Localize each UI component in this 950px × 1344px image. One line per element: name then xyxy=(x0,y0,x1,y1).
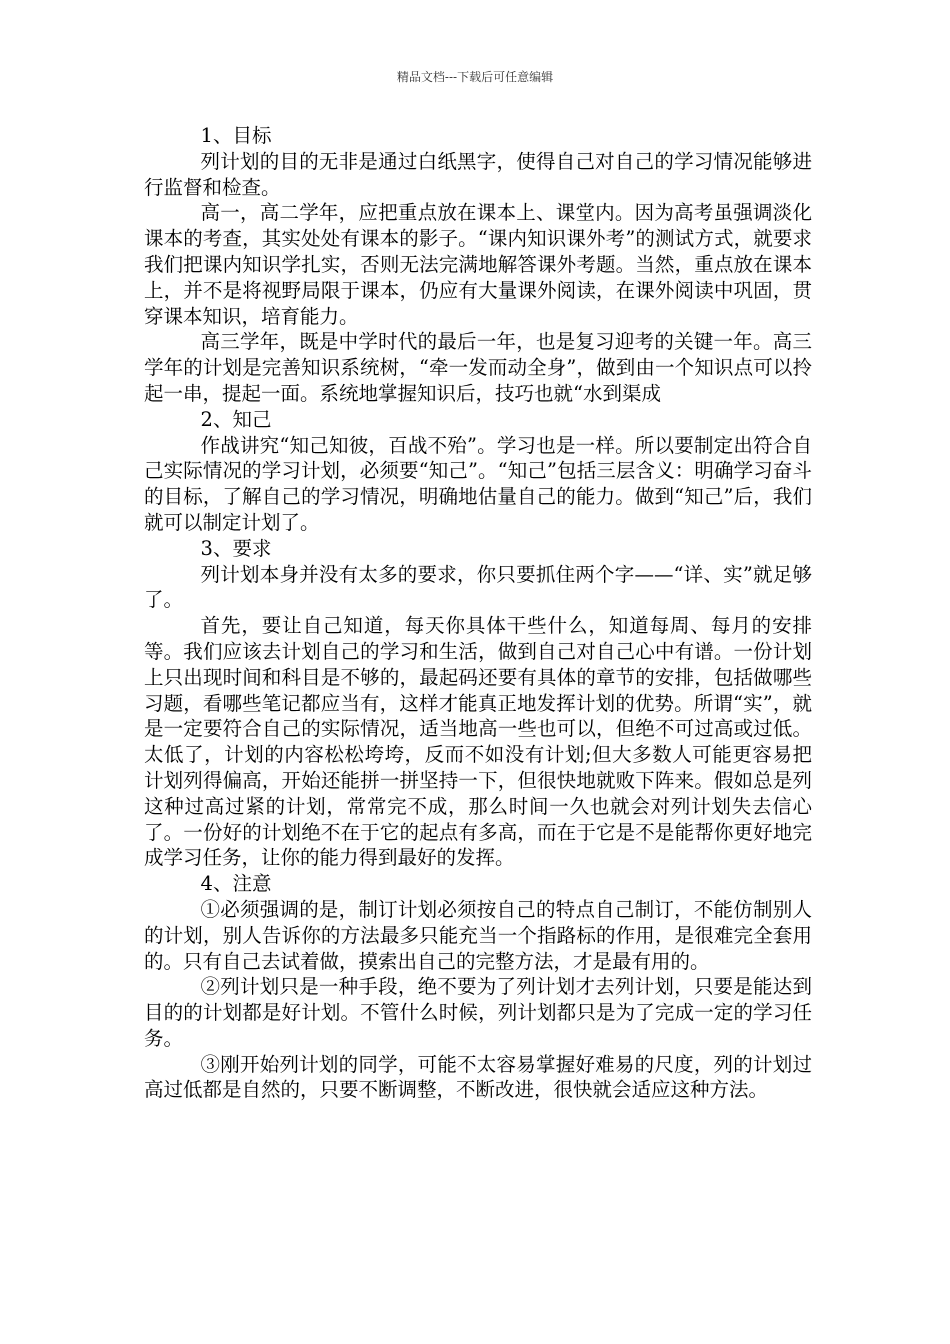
section-heading-notes: 4、注意 xyxy=(200,872,272,896)
section-heading-requirements: 3、要求 xyxy=(200,536,272,560)
paragraph: 高一，高二学年，应把重点放在课本上、课堂内。因为高考虽强调淡化课本的考查，其实处处有课本的影子。“课内知识课外考”的测试方式，就要求我们把课内知识学扎实，否则无法完满地解答课外考题。当然，重点放在课本上，并不是将视野局限于课本，仍应有大量课外阅读，在课外阅读中巩固，贯穿课本知识，培育能力。 xyxy=(144,201,812,328)
paragraph: 作战讲究“知己知彼，百战不殆”。学习也是一样。所以要制定出符合自己实际情况的学习计划，必须要“知己”。“知己”包括三层含义：明确学习奋斗的目标，了解自己的学习情况，明确地估量自己的能力。做到“知己”后，我们就可以制定计划了。 xyxy=(144,433,812,534)
section-heading-goal: 1、目标 xyxy=(200,124,272,147)
paragraph: 首先，要让自己知道，每天你具体干些什么，知道每周、每月的安排等。我们应该去计划自己的学习和生活，做到自己对自己心中有谱。一份计划上只出现时间和科目是不够的，最起码还要有具体的章节的安排，包括做哪些习题，看哪些笔记都应当有，这样才能真正地发挥计划的优势。所谓“实”，就是一定要符合自己的实际情况，适当地高一些也可以，但绝不可过高或过低。太低了，计划的内容松松垮垮，反而不如没有计划;但大多数人可能更容易把计划列得偏高，开始还能拼一拼坚持一下，但很快地就败下阵来。假如总是列这种过高过紧的计划，常常完不成，那么时间一久也就会对列计划失去信心了。一份好的计划绝不在于它的起点有多高，而在于它是不是能帮你更好地完成学习任务，让你的能力得到最好的发挥。 xyxy=(144,614,812,870)
section-heading-know-yourself: 2、知己 xyxy=(200,407,272,431)
document-body xyxy=(144,123,812,1103)
paragraph: 高三学年，既是中学时代的最后一年，也是复习迎考的关键一年。高三学年的计划是完善知识系统树，“牵一发而动全身”，做到由一个知识点可以拎起一串，提起一面。系统地掌握知识后，技巧也就“水到渠成 xyxy=(144,330,812,405)
note-item: ②列计划只是一种手段，绝不要为了列计划才去列计划，只要是能达到目的的计划都是好计划。不管什么时候，列计划都只是为了完成一定的学习任务。 xyxy=(144,975,812,1050)
note-item: ①必须强调的是，制订计划必须按自己的特点自己制订，不能仿制别人的计划，别人告诉你的方法最多只能充当一个指路标的作用，是很难完全套用的。只有自己去试着做，摸索出自己的完整方法，才是最有用的。 xyxy=(144,897,812,973)
note-item: ③刚开始列计划的同学，可能不太容易掌握好难易的尺度，列的计划过高过低都是自然的，只要不断调整，不断改进，很快就会适应这种方法。 xyxy=(144,1052,812,1102)
paragraph: 列计划本身并没有太多的要求，你只要抓住两个字——“详、实”就足够了。 xyxy=(144,562,812,612)
paragraph: 列计划的目的无非是通过白纸黑字，使得自己对自己的学习情况能够进行监督和检查。 xyxy=(144,149,812,199)
page-header: 精品文档---下载后可任意编辑 xyxy=(396,70,554,84)
